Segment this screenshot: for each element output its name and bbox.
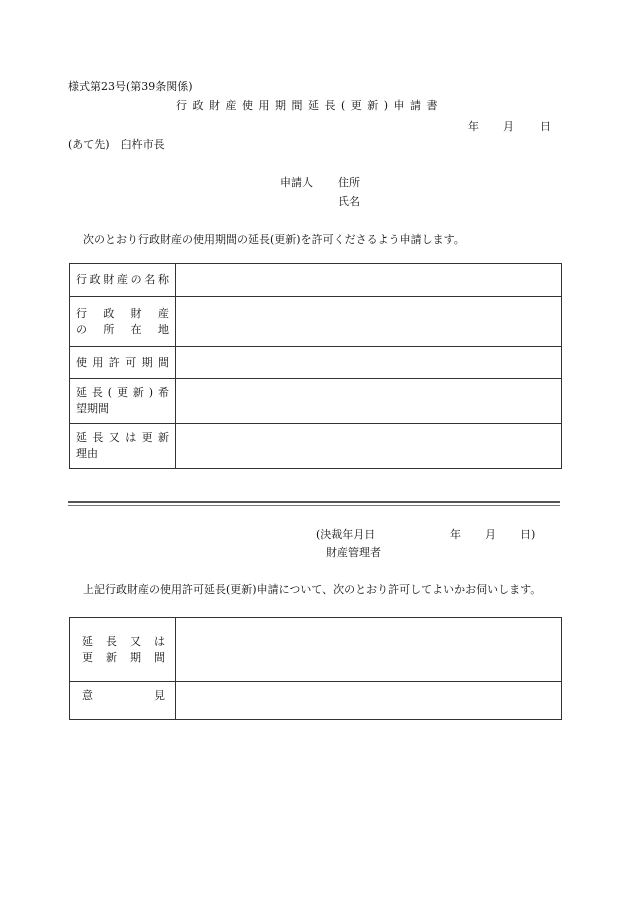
property-manager-label: 財産管理者 — [326, 546, 381, 559]
address-label: 住所 — [338, 176, 360, 189]
applicant-label: 申請人 — [280, 176, 313, 189]
field-opinion[interactable] — [176, 682, 562, 720]
field-property-name[interactable] — [176, 264, 562, 297]
label-extension-period: 延長又は 更新期間 — [70, 618, 176, 682]
field-use-permit-period[interactable] — [176, 347, 562, 379]
field-extension-period[interactable] — [176, 618, 562, 682]
label-extension-reason: 延長又は更新 理由 — [70, 424, 176, 469]
table-row — [70, 618, 562, 682]
approval-statement: 上記行政財産の使用許可延長(更新)申請について、次のとおり許可してよいかお伺いします。 — [83, 583, 542, 596]
table-row — [70, 347, 562, 379]
label-opinion: 意見 — [70, 682, 176, 720]
addressee: (あて先) 臼杵市長 — [68, 138, 165, 151]
label-use-permit-period: 使用許可期間 — [70, 347, 176, 379]
label-property-name: 行政財産の名称 — [70, 264, 176, 297]
table-row — [70, 379, 562, 424]
document-title: 行 政 財 産 使 用 期 間 延 長 ( 更 新 ) 申 請 書 — [176, 99, 439, 112]
application-table — [69, 263, 562, 469]
decision-month-label: 月 — [485, 528, 496, 541]
date-month-label: 月 — [503, 120, 514, 133]
label-property-location: 行政財産 の所在地 — [70, 297, 176, 347]
table-row — [70, 297, 562, 347]
field-extension-reason[interactable] — [176, 424, 562, 469]
request-statement: 次のとおり行政財産の使用期間の延長(更新)を許可くださるよう申請します。 — [83, 233, 465, 246]
approval-table — [69, 617, 562, 720]
name-label: 氏名 — [338, 195, 360, 208]
decision-day-label: 日) — [520, 528, 536, 541]
field-property-location[interactable] — [176, 297, 562, 347]
form-number: 様式第23号(第39条関係) — [68, 80, 193, 93]
field-desired-extension-period[interactable] — [176, 379, 562, 424]
section-divider — [68, 501, 560, 503]
decision-date-label: (決裁年月日 — [316, 528, 376, 541]
decision-year-label: 年 — [450, 528, 461, 541]
table-row — [70, 424, 562, 469]
date-day-label: 日 — [540, 120, 551, 133]
section-divider-inner — [68, 505, 560, 506]
date-year-label: 年 — [468, 120, 479, 133]
table-row — [70, 264, 562, 297]
label-desired-extension-period: 延長(更新)希 望期間 — [70, 379, 176, 424]
table-row — [70, 682, 562, 720]
